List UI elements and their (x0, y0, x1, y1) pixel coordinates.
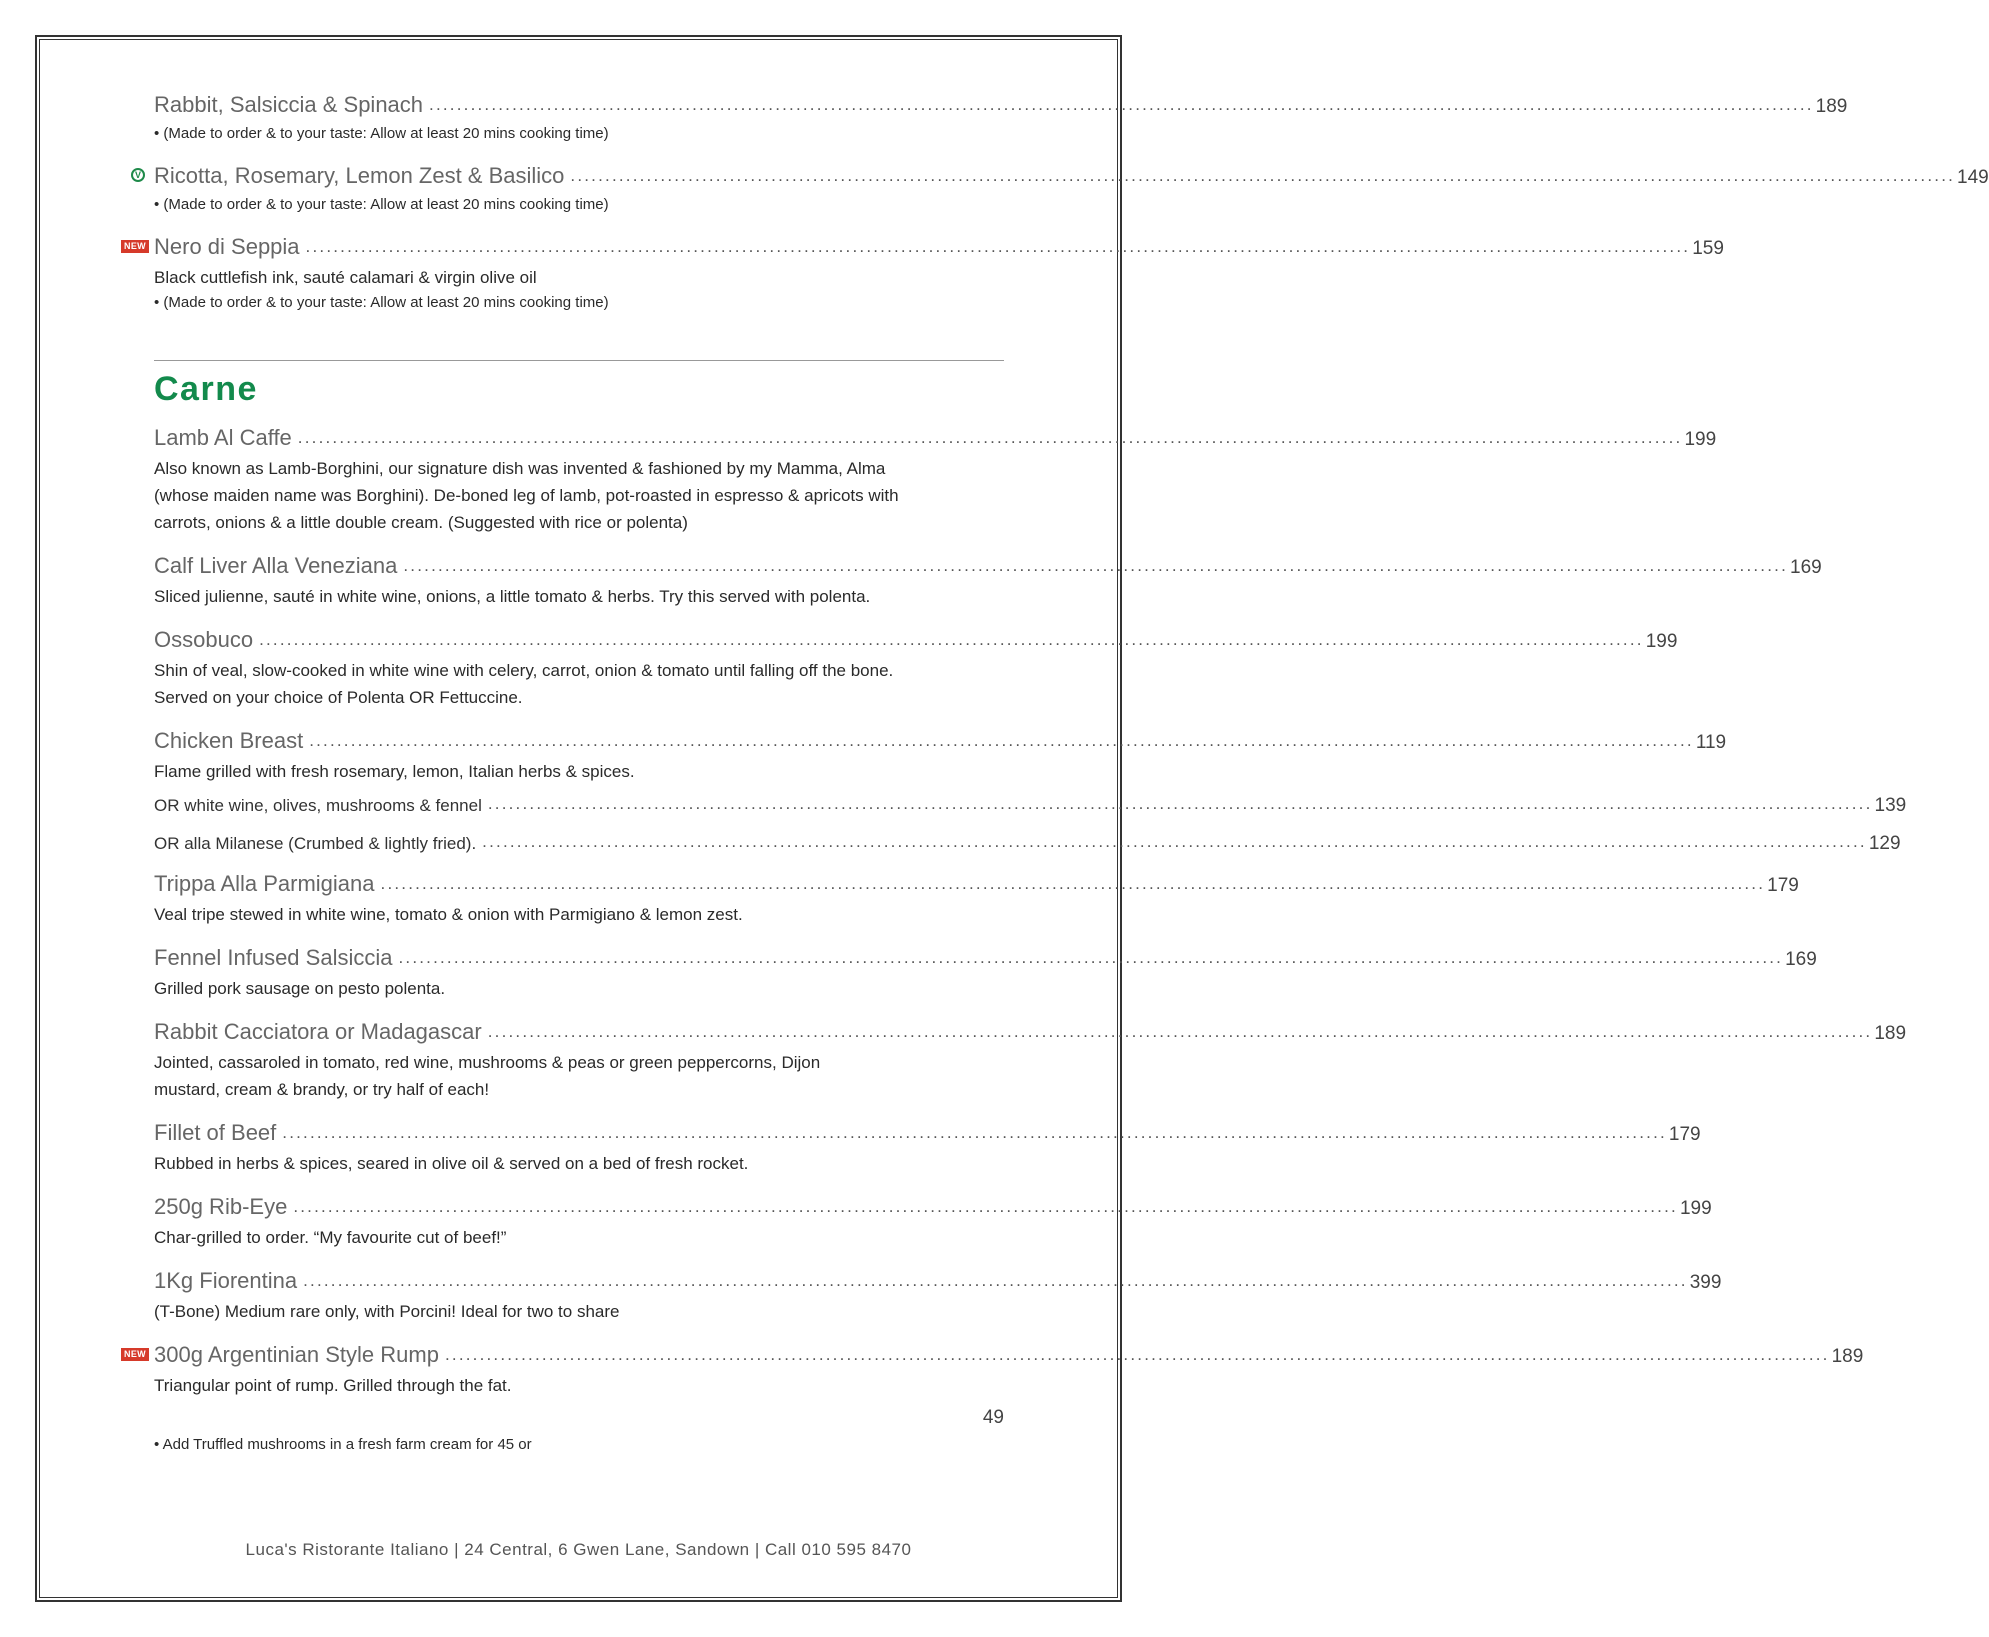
item-name: Fillet of Beef (154, 1120, 277, 1145)
item-name: Ricotta, Rosemary, Lemon Zest & Basilico (154, 163, 565, 188)
item-name: Trippa Alla Parmigiana (154, 871, 375, 896)
item-name: Lamb Al Caffe (154, 425, 292, 450)
item-description: Rubbed in herbs & spices, seared in olive oil & served on a bed of fresh rocket. (154, 1154, 749, 1173)
item-price: 179 (1668, 1124, 1701, 1145)
item-name: 300g Argentinian Style Rump (154, 1342, 439, 1367)
section-divider (154, 360, 1004, 361)
item-description: (T-Bone) Medium rare only, with Porcini! Ideal for two to share (154, 1302, 620, 1321)
item-name: Calf Liver Alla Veneziana (154, 553, 398, 578)
vegetarian-icon: V (131, 168, 145, 182)
menu-item-fillet (154, 1116, 1701, 1177)
dot-leader: ........................................................................................................................................................................................................ (487, 794, 1873, 813)
menu-item-ribeye (154, 1190, 1712, 1251)
menu-item-rump (124, 1338, 1864, 1399)
item-price: 189 (1874, 1023, 1907, 1044)
item-price: 189 (1815, 96, 1848, 117)
item-description: Jointed, cassaroled in tomato, red wine, mushrooms & peas or green peppercorns, Dijon mustard, cream & brandy, or try half of each! (154, 1053, 821, 1099)
item-price: 199 (1645, 631, 1678, 652)
menu-item-chicken (154, 724, 1727, 785)
menu-item-ricotta (134, 159, 1989, 217)
item-name: 1Kg Fiorentina (154, 1268, 298, 1293)
section-title: Carne (154, 370, 258, 408)
item-price: 119 (1695, 732, 1727, 753)
item-description: Triangular point of rump. Grilled through the fat. (154, 1376, 512, 1395)
menu-item-calf-liver (154, 549, 1822, 610)
menu-option-chicken-white-wine (154, 791, 1907, 821)
option-name: OR white wine, olives, mushrooms & fennel (154, 796, 482, 815)
item-name: Rabbit, Salsiccia & Spinach (154, 92, 424, 117)
dot-leader: ........................................................................................................................................................................................................ (487, 1022, 1873, 1041)
dot-leader: ........................................................................................................................................................................................................ (309, 731, 1694, 750)
menu-item-nero-di-seppia (124, 230, 1724, 315)
item-description: Black cuttlefish ink, sauté calamari & virgin olive oil (154, 268, 537, 287)
item-name: 250g Rib-Eye (154, 1194, 288, 1219)
menu-item-rabbit-salsiccia (154, 88, 1848, 146)
menu-item-salsiccia (154, 941, 1817, 1002)
option-price: 139 (1874, 795, 1907, 816)
dot-leader: ........................................................................................................................................................................................................ (297, 428, 1683, 447)
item-name: Fennel Infused Salsiccia (154, 945, 393, 970)
dot-leader: ........................................................................................................................................................................................................ (305, 237, 1691, 256)
item-price: 159 (1692, 238, 1724, 259)
new-badge: NEW (121, 240, 149, 253)
dot-leader: ........................................................................................................................................................................................................ (403, 556, 1789, 575)
item-note: • (Made to order & to your taste: Allow at least 20 mins cooking time) (154, 294, 609, 311)
item-description: Sliced julienne, sauté in white wine, onions, a little tomato & herbs. Try this served with polenta. (154, 587, 871, 606)
item-price: 179 (1767, 875, 1799, 896)
menu-item-trippa (154, 867, 1799, 928)
dot-leader: ........................................................................................................................................................................................................ (482, 832, 1867, 851)
dot-leader: ........................................................................................................................................................................................................ (259, 630, 1644, 649)
item-description: Shin of veal, slow-cooked in white wine with celery, carrot, onion & tomato until falling off the bone. Served on your choice of Polenta OR Fettuccine. (154, 661, 894, 707)
item-description: Grilled pork sausage on pesto polenta. (154, 979, 446, 998)
item-note: • (Made to order & to your taste: Allow at least 20 mins cooking time) (154, 125, 609, 142)
item-name: Rabbit Cacciatora or Madagascar (154, 1019, 482, 1044)
item-price: 169 (1790, 557, 1822, 578)
dot-leader: ........................................................................................................................................................................................................ (303, 1271, 1688, 1290)
new-badge: NEW (121, 1348, 149, 1361)
dot-leader: ........................................................................................................................................................................................................ (429, 95, 1814, 114)
menu-item-rabbit-cacciatora (154, 1015, 1907, 1103)
dot-leader: ........................................................................................................................................................................................................ (282, 1123, 1667, 1142)
menu-item-fiorentina (154, 1264, 1722, 1325)
option-price: 129 (1868, 833, 1901, 854)
option-name: OR alla Milanese (Crumbed & lightly fried). (154, 834, 477, 853)
extra-note: • Add Truffled mushrooms in a fresh farm cream for 45 or (154, 1436, 532, 1453)
item-price: 199 (1679, 1198, 1712, 1219)
item-price: 199 (1684, 429, 1717, 450)
dot-leader: ........................................................................................................................................................................................................ (380, 874, 1766, 893)
item-description: Char-grilled to order. “My favourite cut of beef!” (154, 1228, 507, 1247)
dot-leader: ........................................................................................................................................................................................................ (570, 166, 1956, 185)
dot-leader: ........................................................................................................................................................................................................ (293, 1197, 1678, 1216)
item-description: Also known as Lamb-Borghini, our signature dish was invented & fashioned by my Mamma, Alma (whose maiden name was Borghini). De-boned leg of lamb, pot-roasted in espresso & apricots with carrots, onions & a little double cream. (Suggested with rice or polenta) (154, 459, 899, 532)
item-price: 169 (1785, 949, 1817, 970)
item-note: • (Made to order & to your taste: Allow at least 20 mins cooking time) (154, 196, 609, 213)
menu-item-ossobuco (154, 623, 1678, 711)
item-description: Veal tripe stewed in white wine, tomato & onion with Parmigiano & lemon zest. (154, 905, 743, 924)
menu-item-lamb (154, 421, 1717, 536)
extra-price: 49 (982, 1407, 1004, 1428)
dot-leader: ........................................................................................................................................................................................................ (444, 1345, 1830, 1364)
item-price: 149 (1957, 167, 1989, 188)
dot-leader: ........................................................................................................................................................................................................ (398, 948, 1784, 967)
menu-option-chicken-milanese (154, 829, 1901, 859)
footer-address: Luca's Ristorante Italiano | 24 Central, 6 Gwen Lane, Sandown | Call 010 595 8470 (245, 1540, 912, 1559)
item-name: Nero di Seppia (154, 234, 300, 259)
menu-content (124, 88, 1989, 1457)
item-description: Flame grilled with fresh rosemary, lemon, Italian herbs & spices. (154, 762, 635, 781)
item-price: 399 (1689, 1272, 1722, 1293)
item-name: Ossobuco (154, 627, 254, 652)
item-name: Chicken Breast (154, 728, 304, 753)
item-price: 189 (1831, 1346, 1864, 1367)
